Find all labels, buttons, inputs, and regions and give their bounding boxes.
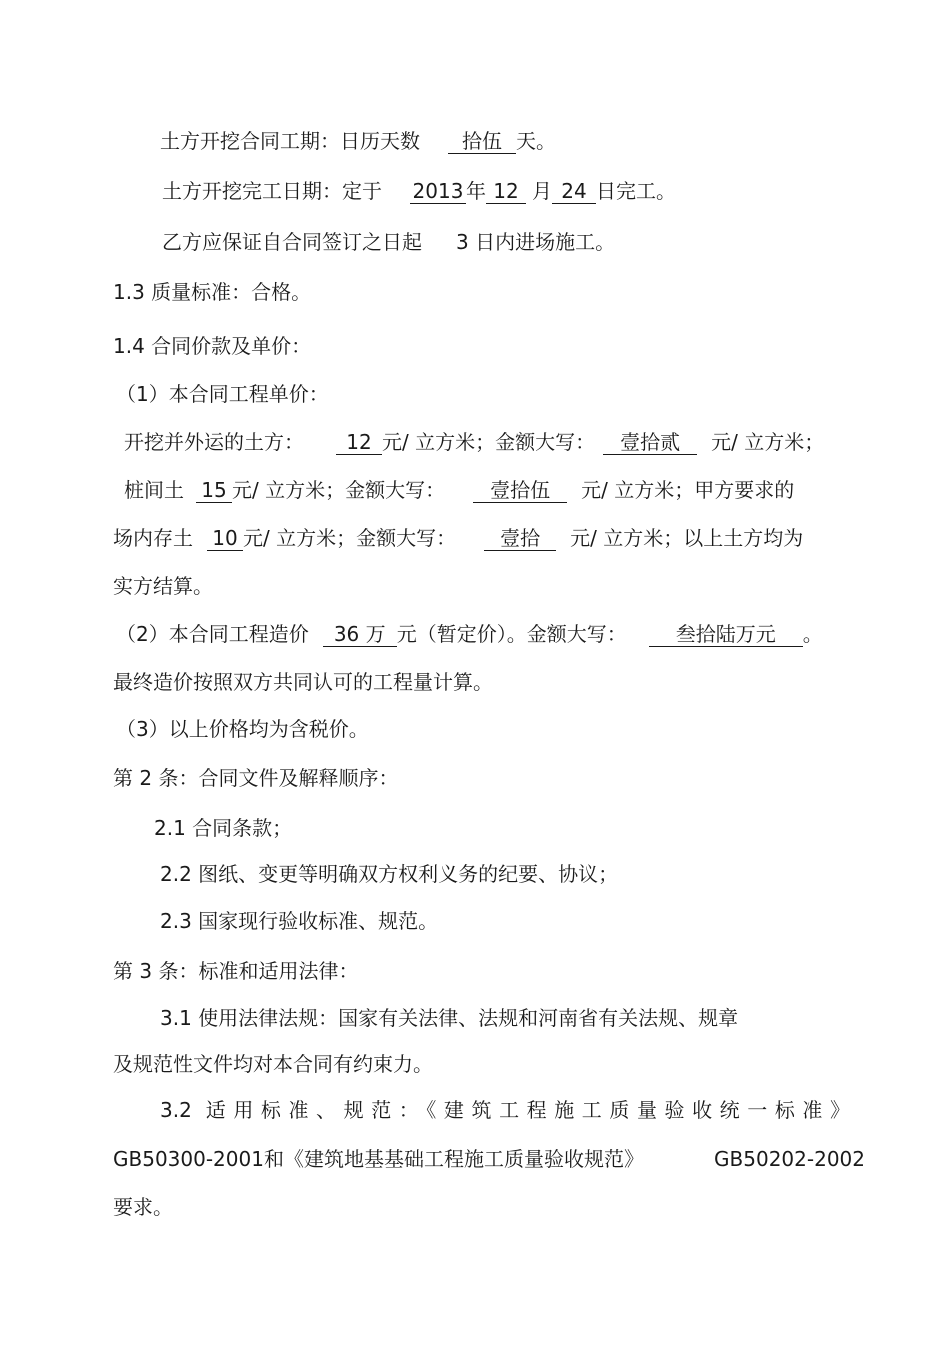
text: 月 [532, 179, 552, 203]
text: 年 [466, 179, 486, 203]
line-3-2 [160, 1096, 850, 1124]
line-quality-standard: 1.3 质量标准：合格。 [113, 280, 312, 304]
blank-field: 拾伍 [448, 129, 516, 154]
blank-field: 叁拾陆万元 [649, 622, 803, 647]
text: 日完工。 [596, 179, 676, 203]
line-final-cost: 最终造价按照双方共同认可的工程量计算。 [113, 670, 493, 694]
text: 元/ 立方米； [711, 430, 825, 454]
standards-wrap [113, 1145, 865, 1173]
blank-field: 壹拾贰 [603, 430, 697, 455]
article-3-heading: 第 3 条：标准和适用法律： [113, 959, 359, 983]
article-2-heading: 第 2 条：合同文件及解释顺序： [113, 766, 399, 790]
line-price-heading: 1.4 合同价款及单价： [113, 334, 312, 358]
text: 3 日内进场施工。 [456, 230, 616, 254]
text: 元/ 立方米；金额大写： [243, 526, 457, 550]
line-contract-cost [116, 620, 823, 648]
line-pile-soil-price [124, 476, 794, 504]
text: 土方开挖完工日期：定于 [162, 179, 382, 203]
line-3-2-standards [113, 1145, 865, 1173]
blank-field: 15 [196, 478, 232, 503]
line-2-1: 2.1 合同条款； [154, 816, 293, 840]
text: 元/ 立方米；金额大写： [382, 430, 596, 454]
text: 元（暂定价）。金额大写： [396, 622, 627, 646]
line-unit-price-heading: （1）本合同工程单价： [116, 382, 329, 406]
blank-field: 壹拾 [484, 526, 556, 551]
line-entry-deadline [162, 228, 615, 256]
line-stored-soil-price [113, 524, 803, 552]
line-settlement: 实方结算。 [113, 574, 213, 598]
blank-field-year: 2013 [410, 179, 466, 204]
line-construction-period [160, 127, 556, 155]
line-2-3: 2.3 国家现行验收标准、规范。 [160, 909, 439, 933]
blank-field: 壹拾伍 [473, 478, 567, 503]
blank-field-month: 12 [486, 179, 526, 204]
text: 土方开挖合同工期：日历天数 [160, 129, 420, 153]
text: 乙方应保证自合同签订之日起 [162, 230, 422, 254]
text: 。 [802, 622, 823, 646]
blank-field: 10 [207, 526, 243, 551]
text: 场内存土 [113, 526, 193, 550]
blank-field: 12 [336, 430, 382, 455]
text: 元/ 立方米；甲方要求的 [581, 478, 795, 502]
standard-code: GB50202-2002 [714, 1147, 865, 1171]
line-completion-date [162, 177, 676, 205]
line-3-1: 3.1 使用法律法规：国家有关法律、法规和河南省有关法规、规章 [160, 1006, 739, 1030]
line-2-2: 2.2 图纸、变更等明确双方权利义务的纪要、协议； [160, 862, 619, 886]
text: GB50300-2001和《建筑地基基础工程施工质量验收规范》 [113, 1147, 644, 1171]
text: 3.2 适用标准、规范：《建筑工程施工质量验收统一标准》 [160, 1098, 850, 1122]
line-tax-included: （3）以上价格均为含税价。 [116, 717, 369, 741]
blank-field: 36 万 [323, 622, 397, 647]
text: 元/ 立方米；以上土方均为 [570, 526, 804, 550]
text: 元/ 立方米；金额大写： [232, 478, 446, 502]
text: 天。 [516, 129, 556, 153]
line-3-1-cont: 及规范性文件均对本合同有约束力。 [113, 1052, 433, 1076]
blank-field-day: 24 [552, 179, 596, 204]
text: （2）本合同工程造价 [116, 622, 309, 646]
text: 开挖并外运的土方： [124, 430, 304, 454]
text: 桩间土 [124, 478, 184, 502]
line-requirement: 要求。 [113, 1195, 173, 1219]
line-excavation-price [124, 428, 824, 456]
